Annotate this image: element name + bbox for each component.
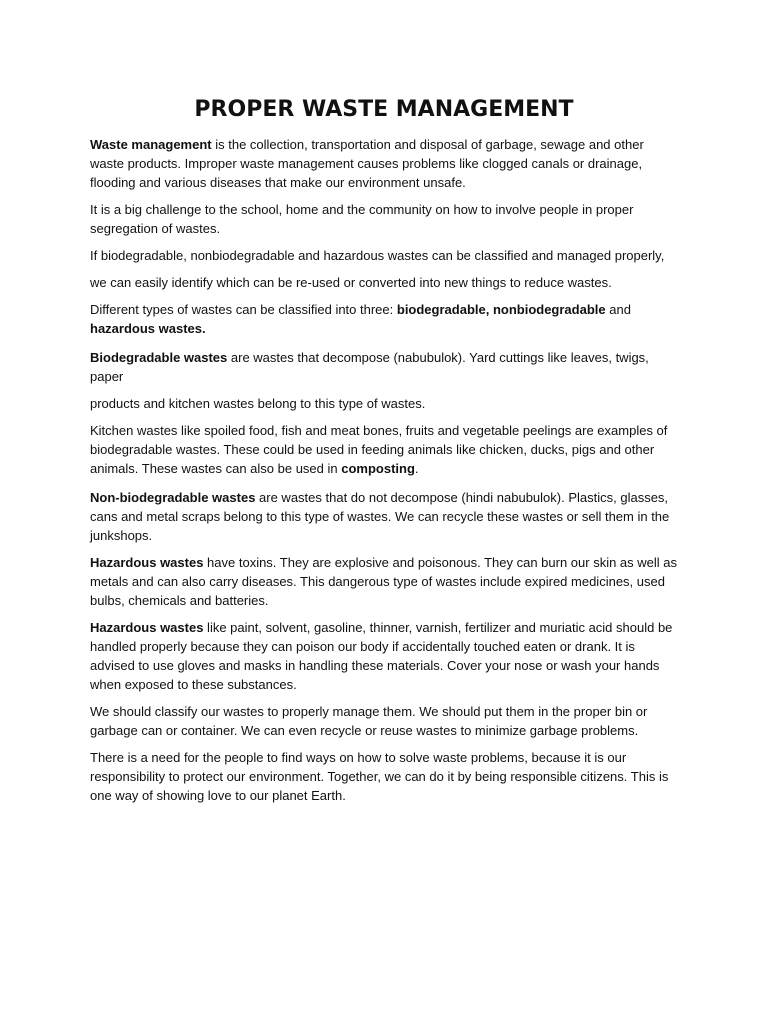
paragraph [90,348,678,386]
paragraph [90,488,678,545]
text-segment: We should classify our wastes to properly manage them. We should put them in the proper bin or garbage can or container. We can even recycle or reuse wastes to minimize garbage problems. [90,704,648,738]
text-segment: like paint, solvent, gasoline, thinner, varnish, fertilizer and muriatic acid should be handled properly because they can poison our body if accidentally touched eaten or drank. It is advised to use gloves and masks in handling these materials. Cover your nose or wash your hands when exposed to these substances. [90,620,673,692]
bold-text: biodegradable, nonbiodegradable [396,302,606,317]
bold-text: Hazardous wastes [90,555,204,570]
paragraph [90,748,678,805]
text-segment: we can easily identify which can be re-used or converted into new things to reduce wastes. [90,275,612,290]
bold-text: composting [341,461,415,476]
bold-text: Non-biodegradable wastes [90,490,256,505]
document-title: PROPER WASTE MANAGEMENT [194,97,574,122]
paragraph [90,200,678,238]
bold-text: Biodegradable wastes [90,350,228,365]
bold-text: Hazardous wastes [90,620,204,635]
text-segment: . [414,461,419,476]
text-segment: are wastes that decompose (nabubulok). Yard cuttings like leaves, twigs, paper [90,350,649,384]
bold-text: Waste management [90,137,212,152]
paragraph [90,135,678,192]
bold-text: hazardous wastes. [90,321,206,336]
text-segment: is the collection, transportation and disposal of garbage, sewage and other waste products. Improper waste management causes problems like clogged canals or drainage, flooding and various diseases that make our environment unsafe. [90,137,644,190]
paragraph [90,618,678,694]
text-segment: Different types of wastes can be classified into three: [90,302,397,317]
paragraph [90,273,678,292]
paragraph [90,300,678,338]
text-segment: have toxins. They are explosive and poisonous. They can burn our skin as well as metals and can also carry diseases. This dangerous type of wastes include expired medicines, used bulbs, chemicals and batteries. [90,555,678,608]
text-segment: are wastes that do not decompose (hindi nabubulok). Plastics, glasses, cans and metal scraps belong to this type of wastes. We can recycle these wastes or sell them in the junkshops. [90,490,670,543]
paragraph [90,421,678,478]
text-segment: Kitchen wastes like spoiled food, fish and meat bones, fruits and vegetable peelings are examples of biodegradable wastes. These could be used in feeding animals like chicken, ducks, pigs and other animals. These wastes can also be used in [90,423,668,476]
text-segment: There is a need for the people to find ways on how to solve waste problems, because it is our responsibility to protect our environment. Together, we can do it by being responsible citizens. This is one way of showing love to our planet Earth. [90,750,669,803]
document-body [90,135,678,805]
text-segment: If biodegradable, nonbiodegradable and hazardous wastes can be classified and managed properly, [90,248,665,263]
paragraph [90,246,678,265]
paragraph [90,394,678,413]
document-page [90,0,678,813]
text-segment: and [605,302,631,317]
paragraph [90,702,678,740]
text-segment: It is a big challenge to the school, home and the community on how to involve people in proper segregation of wastes. [90,202,634,236]
text-segment: products and kitchen wastes belong to this type of wastes. [90,396,426,411]
paragraph [90,553,678,610]
